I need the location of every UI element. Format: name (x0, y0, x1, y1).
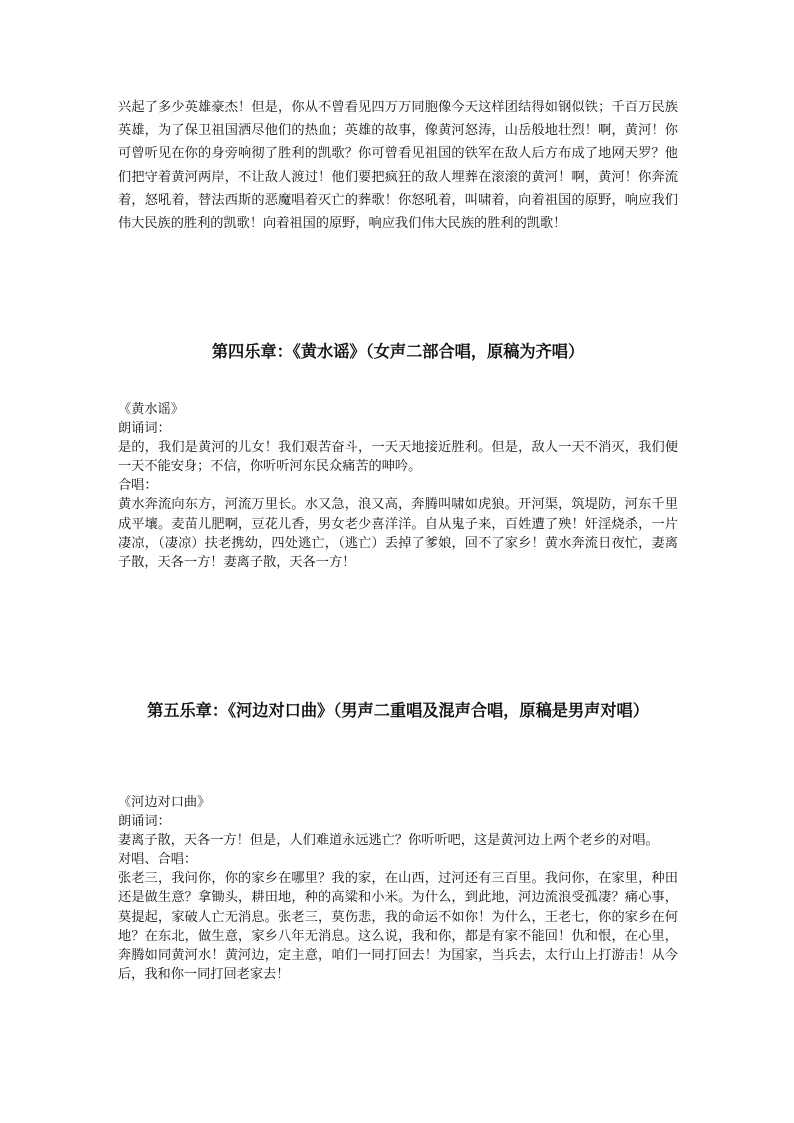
movement4-recitation-label: 朗诵词： (118, 421, 171, 436)
movement5-recitation-text: 妻离子散，天各一方！但是，人们难道永远逃亡？你听听吧，这是黄河边上两个老乡的对唱。 (118, 833, 659, 848)
movement4-recitation-text: 是的，我们是黄河的儿女！我们艰苦奋斗，一天天地接近胜利。但是，敌人一天不消灭，我们便一天不能安身；不信，你听听河东民众痛苦的呻吟。 (118, 440, 678, 475)
movement4-chorus-text: 黄水奔流向东方，河流万里长。水又急，浪又高，奔腾叫啸如虎狼。开河渠，筑堤防，河东千里成平壤。麦苗儿肥啊，豆花儿香，男女老少喜洋洋。自从鬼子来，百姓遭了殃！奸淫烧杀，一片凄凉，（凄凉）扶老携幼，四处逃亡，（逃亡）丢掉了爹娘，回不了家乡！黄水奔流日夜忙，妻离子散，天各一方！妻离子散，天各一方！ (118, 497, 678, 571)
movement4-chorus-label: 合唱： (118, 478, 158, 494)
movement5-chorus-text: 张老三，我问你，你的家乡在哪里？我的家，在山西，过河还有三百里。我问你，在家里，种田还是做生意？拿锄头，耕田地，种的高粱和小米。为什么，到此地，河边流浪受孤凄？痛心事，莫提起，家破人亡无消息。张老三，莫伤悲，我的命运不如你！为什么，王老七，你的家乡在何地？在东北，做生意，家乡八年无消息。这么说，我和你，都是有家不能回！仇和恨，在心里，奔腾如同黄河水！黄河边，定主意，咱们一同打回去！为国家，当兵去，太行山上打游击！从今后，我和你一同打回老家去！ (118, 871, 678, 983)
movement4-song-title: 《黄水谣》 (118, 402, 184, 417)
movement5-recitation-label: 朗诵词： (118, 814, 171, 829)
movement4-lyrics (118, 400, 678, 572)
movement5-heading: 第五乐章：《河边对口曲》（男声二重唱及混声合唱，原稿是男声对唱） (147, 701, 649, 720)
movement3-closing-paragraph: 兴起了多少英雄豪杰！但是，你从不曾看见四万万同胞像今天这样团结得如钢似铁；千百万民族英雄，为了保卫祖国洒尽他们的热血；英雄的故事，像黄河怒涛，山岳般地壮烈！啊，黄河！你可曾听见在你的身旁响彻了胜利的凯歌？你可曾看见祖国的铁军在敌人后方布成了地网天罗？他们把守着黄河两岸，不让敌人渡过！他们要把疯狂的敌人埋葬在滚滚的黄河！啊，黄河！你奔流着，怒吼着，替法西斯的恶魔唱着灭亡的葬歌！你怒吼着，叫啸着，向着祖国的原野，响应我们伟大民族的胜利的凯歌！向着祖国的原野，响应我们伟大民族的胜利的凯歌！ (118, 100, 678, 232)
movement5-lyrics (118, 793, 678, 984)
movement5-song-title: 《河边对口曲》 (118, 795, 211, 810)
movement5-chorus-label: 对唱、合唱： (118, 852, 198, 868)
movement4-heading: 第四乐章：《黄水谣》（女声二部合唱，原稿为齐唱） (211, 342, 585, 361)
